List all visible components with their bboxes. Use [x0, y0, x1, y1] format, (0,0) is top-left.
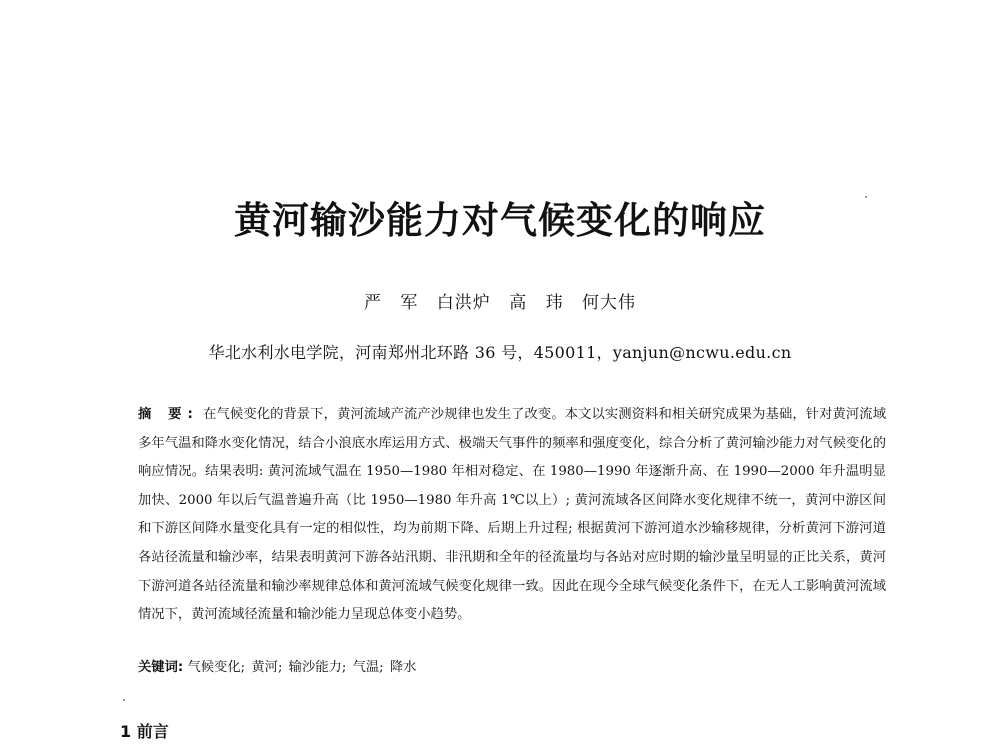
author-name: 高 玮: [509, 293, 564, 313]
keyword: 气候变化;: [187, 660, 246, 675]
author-name: 白洪炉: [436, 293, 491, 313]
abstract-text: 在气候变化的背景下，黄河流域产流产沙规律也发生了改变。本文以实测资料和相关研究成果为基础，针对黄河流域多年气温和降水变化情况，结合小浪底水库运用方式、极端天气事件的频率和强度变化，综合分析了黄河输沙能力对气候变化的响应情况。结果表明: 黄河流域气温在 1950—1980 年相对稳定、在 1980—1990 年逐渐升高、在 1990—2000 年升温明显加快、2000 年以后气温普遍升高（比 1950—1980 年升高 1℃以上）; 黄河流域各区间降水变化规律不统一，黄河中游区间和下游区间降水量变化具有一定的相似性，均为前期下降、后期上升过程; 根据黄河下游河道水沙输移规律，分析黄河下游河道各站径流量和输沙率，结果表明黄河下游各站汛期、非汛期和全年的径流量均与各站对应时期的输沙量呈明显的正比关系，黄河下游河道各站径流量和输沙率规律总体和黄河流域气候变化规律一致。因此在现今全球气候变化条件下，在无人工影响黄河流域情况下，黄河流域径流量和输沙能力呈现总体变小趋势。: [138, 407, 886, 623]
keyword: 气温;: [352, 660, 384, 675]
paper-title: 黄河输沙能力对气候变化的响应: [234, 199, 766, 242]
abstract: [138, 401, 886, 630]
keyword: 降水: [389, 660, 417, 675]
keyword-list: [187, 660, 418, 675]
keywords: [138, 655, 886, 681]
scan-speck: [123, 699, 125, 701]
keyword: 输沙能力;: [288, 660, 347, 675]
author-list: [0, 291, 1000, 315]
section-heading: 1 前言: [120, 722, 169, 741]
abstract-label: 摘 要:: [138, 407, 199, 422]
keywords-label: 关键词:: [138, 660, 184, 675]
scan-speck: [865, 196, 867, 198]
keyword: 黄河;: [251, 660, 283, 675]
author-name: 何大伟: [582, 293, 637, 313]
author-name: 严 军: [363, 293, 419, 313]
affiliation: 华北水利水电学院，河南郑州北环路 36 号，450011，yanjun@ncwu.edu.cn: [208, 343, 792, 362]
